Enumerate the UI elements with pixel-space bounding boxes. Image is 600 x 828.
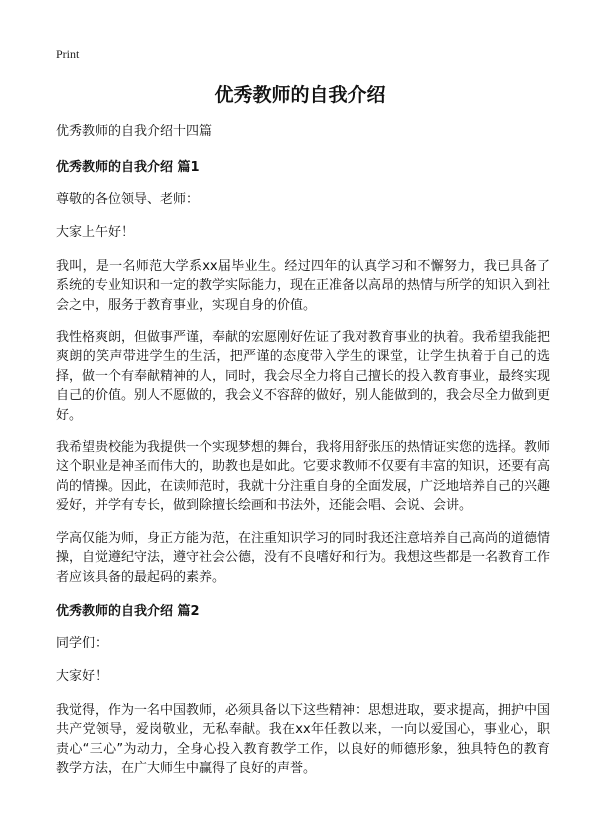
print-label: Print	[56, 47, 80, 61]
section-2-salutation: 大家好！	[56, 669, 109, 685]
section-1-paragraph: 我性格爽朗，但做事严谨，奉献的宏愿刚好佐证了我对教育事业的执着。我希望我能把爽朗的笑声带进学生的生活，把严谨的态度带入学生的课堂，让学生执着于自己的选择，做一个有奉献精神的人，同时，我会尽全力将自己擅长的投入教育事业，最终实现自己的价值。别人不愿做的，我会义不容辞的做好，别人能做到的，我会尽全力做到更好。	[56, 330, 551, 423]
section-2-greeting: 同学们：	[56, 635, 109, 651]
section-1-greeting: 尊敬的各位领导、老师：	[56, 192, 200, 207]
section-1-paragraph: 我叫，是一名师范大学系xx届毕业生。经过四年的认真学习和不懈努力，我已具备了系统的专业知识和一定的教学实际能力，现在正准备以高昂的热情与所学的知识入到社会之中，服务于教育事业，实现自身的价值。	[56, 258, 551, 313]
section-2-paragraph: 我觉得，作为一名中国教师，必须具备以下这些精神：思想进取，要求提高，拥护中国共产党领导，爱岗敬业，无私奉献。我在xx年任教以来，一向以爱国心，事业心，职责心“三心”为动力，全身心投入教育教学工作，以良好的师德形象，独具特色的教育教学方法，在广大师生中赢得了良好的声誉。	[56, 702, 551, 776]
document-body	[56, 120, 550, 791]
section-1-paragraph: 学高仅能为师，身正方能为范，在注重知识学习的同时我还注意培养自己高尚的道德情操，自觉遵纪守法，遵守社会公德，没有不良嗜好和行为。我想这些都是一名教育工作者应该具备的最起码的素养。	[56, 530, 551, 585]
page-title: 优秀教师的自我介绍	[214, 84, 386, 106]
section-1-heading: 优秀教师的自我介绍 篇1	[56, 160, 200, 175]
section-1-salutation: 大家上午好！	[56, 225, 135, 241]
section-2-heading: 优秀教师的自我介绍 篇2	[56, 603, 200, 619]
section-1-paragraph: 我希望贵校能为我提供一个实现梦想的舞台，我将用舒张压的热情证实您的选择。教师这个职业是神圣而伟大的，助教也是如此。它要求教师不仅要有丰富的知识，还要有高尚的情操。因此，在读师范时，我就十分注重自身的全面发展，广泛地培养自己的兴趣爱好，并学有专长，做到除擅长绘画和书法外，还能会唱、会说、会讲。	[56, 440, 551, 514]
document-subtitle: 优秀教师的自我介绍十四篇	[56, 124, 213, 139]
